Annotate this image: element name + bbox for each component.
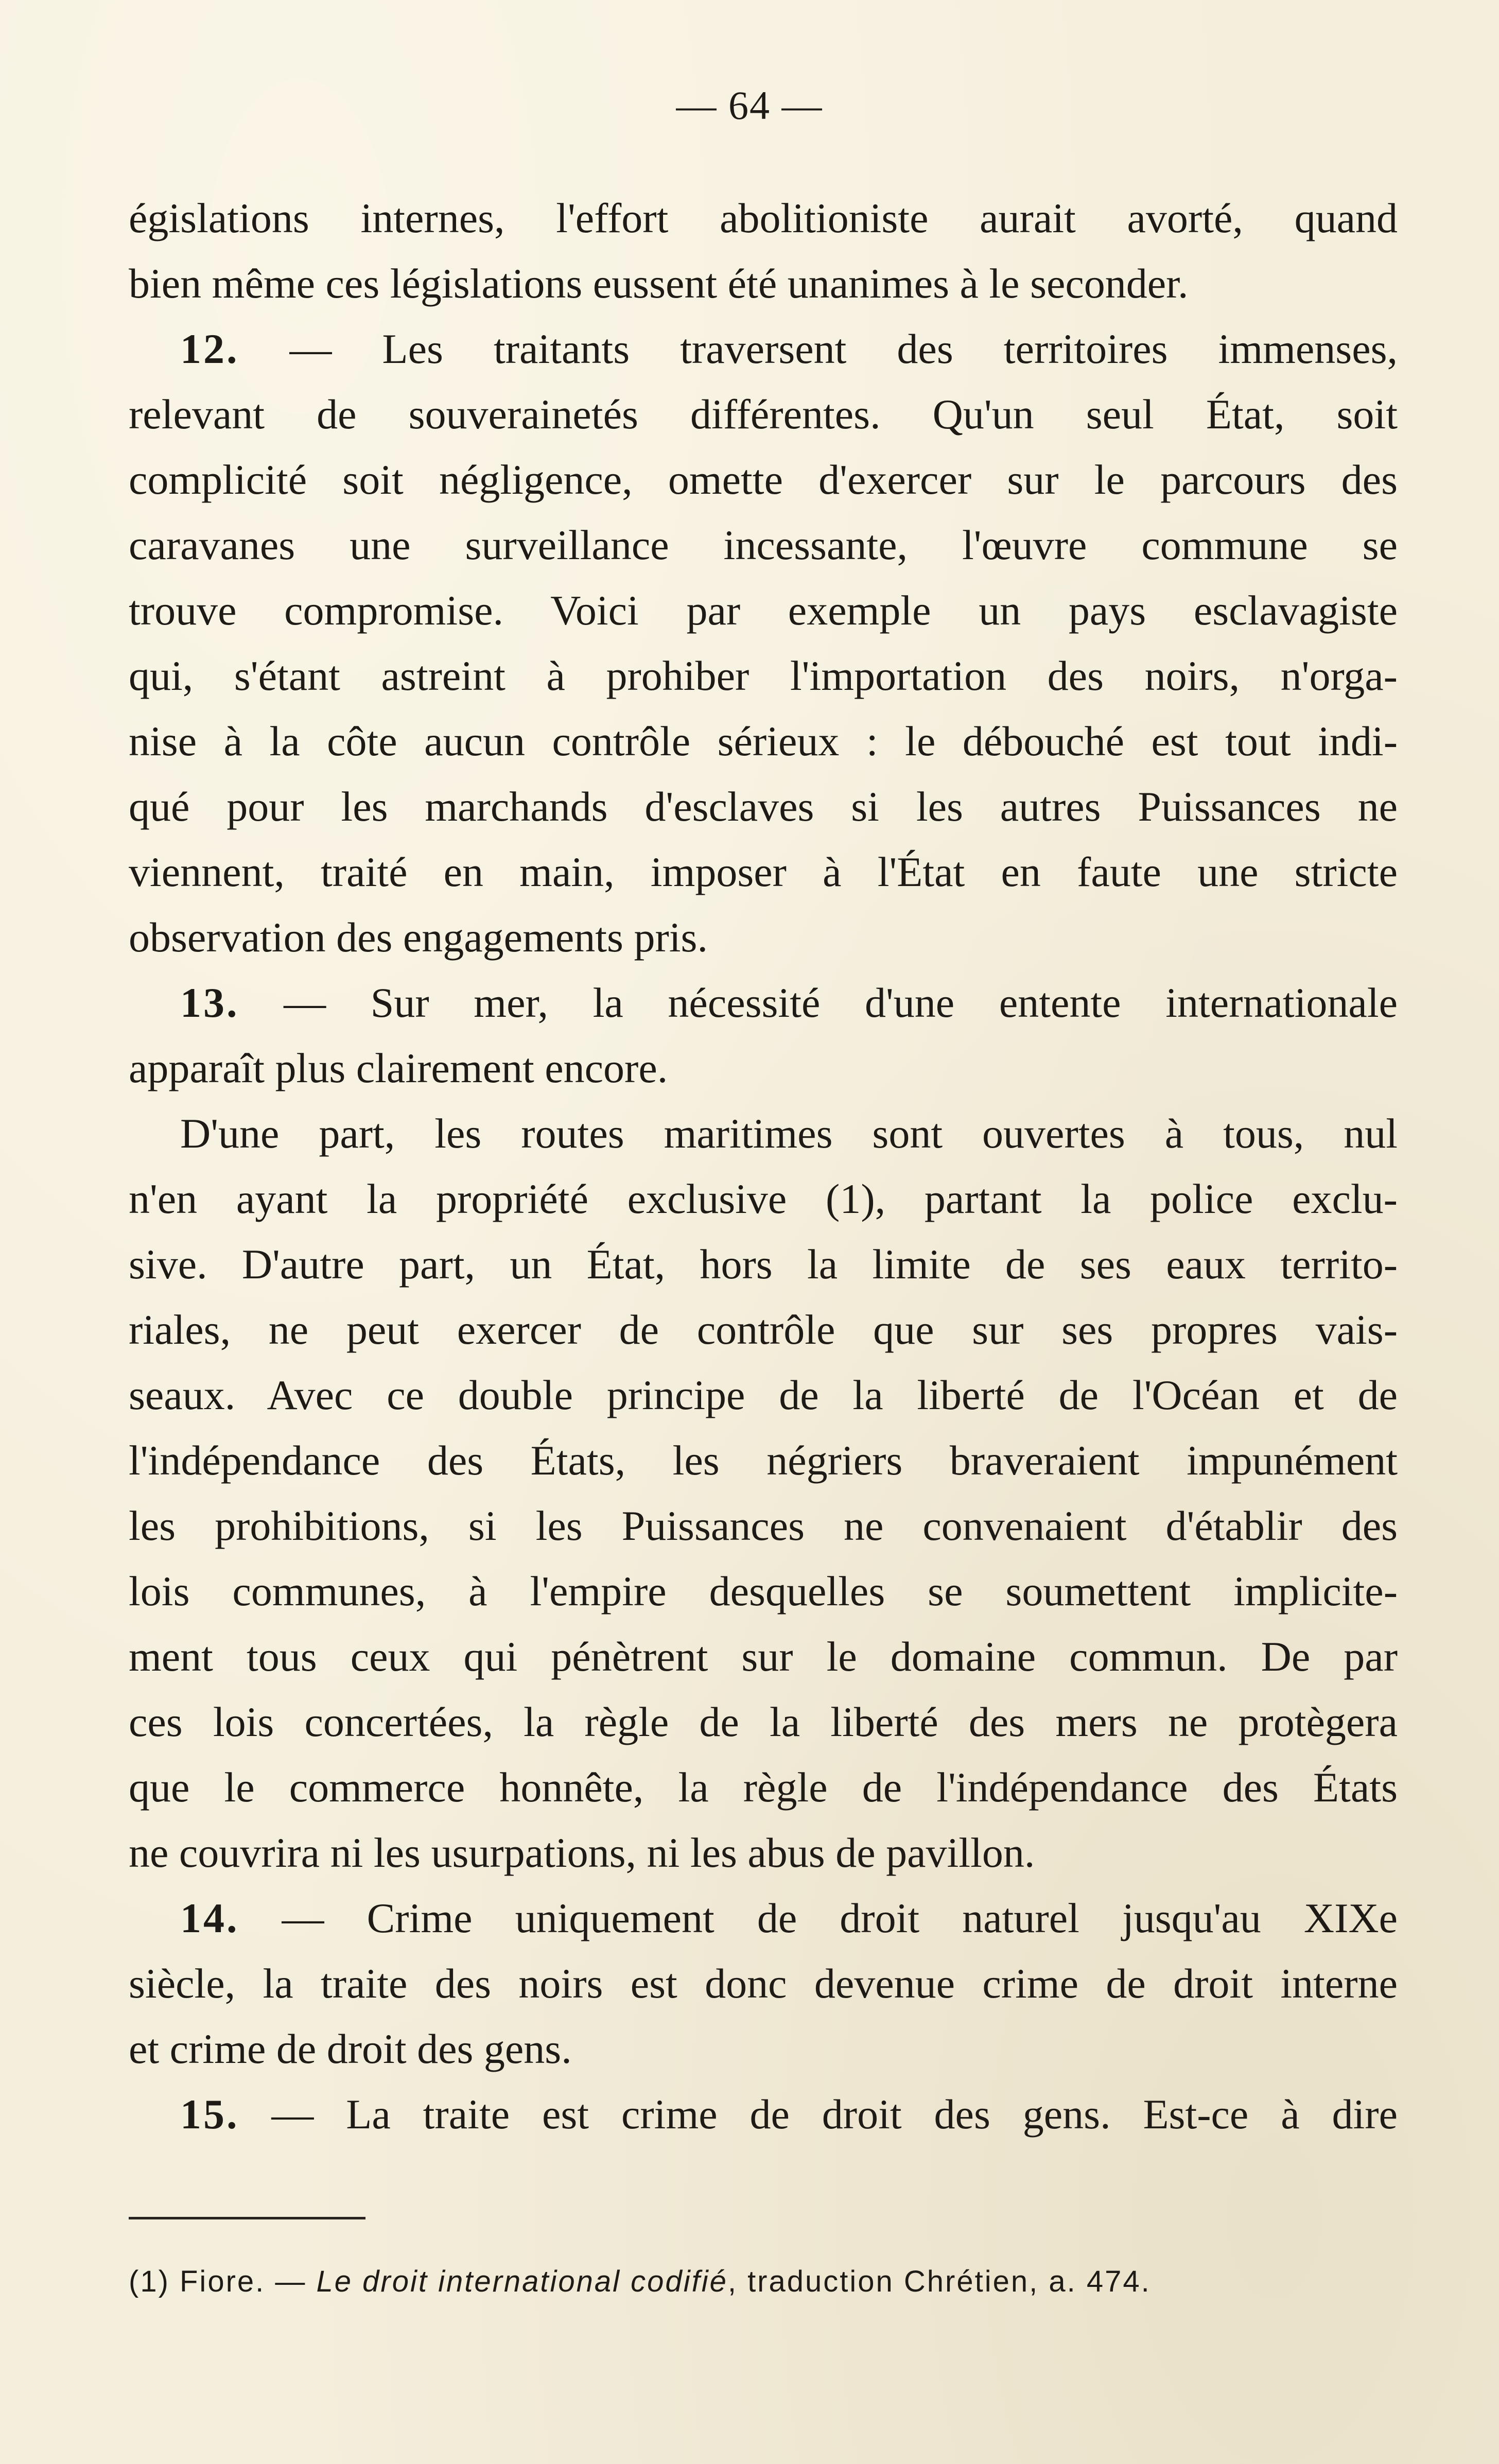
line-text: caravanes une surveillance incessante, l'œuvre commune se bbox=[129, 522, 1398, 568]
text-line bbox=[129, 905, 1398, 970]
text-line bbox=[129, 2016, 1398, 2081]
page-number: — 64 — bbox=[676, 83, 823, 128]
text-line bbox=[129, 1101, 1398, 1166]
text-line bbox=[129, 251, 1398, 316]
line-text: qué pour les marchands d'esclaves si les autres Puissances ne bbox=[129, 783, 1398, 830]
text-line bbox=[129, 578, 1398, 643]
line-text: D'une part, les routes maritimes sont ouvertes à tous, nul bbox=[180, 1110, 1398, 1157]
line-text: seaux. Avec ce double principe de la liberté de l'Océan et de bbox=[129, 1372, 1398, 1418]
line-text: — Sur mer, la nécessité d'une entente internationale bbox=[239, 979, 1398, 1026]
line-text: nise à la côte aucun contrôle sérieux : le débouché est tout indi- bbox=[129, 718, 1398, 765]
text-line bbox=[129, 839, 1398, 905]
text-line bbox=[129, 1166, 1398, 1231]
text-line bbox=[129, 1231, 1398, 1297]
text-line bbox=[129, 1558, 1398, 1624]
text-line bbox=[129, 185, 1398, 251]
line-text: complicité soit négligence, omette d'exercer sur le parcours des bbox=[129, 456, 1398, 503]
line-text: égislations internes, l'effort abolitioniste aurait avorté, quand bbox=[129, 195, 1398, 241]
text-line bbox=[129, 1885, 1398, 1951]
footnote-suffix: , traduction Chrétien, a. 474. bbox=[727, 2265, 1151, 2298]
text-line bbox=[129, 1624, 1398, 1689]
text-line bbox=[129, 1755, 1398, 1820]
text-line bbox=[129, 1362, 1398, 1428]
text-line bbox=[129, 316, 1398, 381]
line-text: trouve compromise. Voici par exemple un pays esclavagiste bbox=[129, 587, 1398, 634]
line-text: n'en ayant la propriété exclusive (1), partant la police exclu- bbox=[129, 1175, 1398, 1222]
footnote-title: Le droit international codifié bbox=[316, 2265, 728, 2298]
line-text: — Les traitants traversent des territoires immenses, bbox=[239, 325, 1398, 372]
line-text: apparaît plus clairement encore. bbox=[129, 1045, 668, 1091]
text-line bbox=[129, 1820, 1398, 1885]
text-line bbox=[129, 1951, 1398, 2016]
footnote bbox=[129, 2261, 1398, 2302]
line-text: ces lois concertées, la règle de la liberté des mers ne protègera bbox=[129, 1698, 1398, 1745]
text-line bbox=[129, 381, 1398, 447]
text-line bbox=[129, 1035, 1398, 1101]
line-text: — Crime uniquement de droit naturel jusqu'au XIXe bbox=[239, 1895, 1398, 1941]
line-text: les prohibitions, si les Puissances ne convenaient d'établir des bbox=[129, 1502, 1398, 1549]
footnote-divider bbox=[129, 2217, 365, 2219]
line-text: viennent, traité en main, imposer à l'État en faute une stricte bbox=[129, 848, 1398, 895]
line-text: lois communes, à l'empire desquelles se soumettent implicite- bbox=[129, 1568, 1398, 1615]
line-text: que le commerce honnête, la règle de l'indépendance des États bbox=[129, 1764, 1398, 1811]
footnote-prefix: (1) Fiore. — bbox=[129, 2265, 317, 2298]
paragraph-number: 12. bbox=[180, 325, 239, 372]
line-text: siècle, la traite des noirs est donc devenue crime de droit interne bbox=[129, 1960, 1398, 2007]
text-line bbox=[129, 1493, 1398, 1558]
body-text bbox=[129, 185, 1398, 2147]
text-line bbox=[129, 1297, 1398, 1362]
line-text: ment tous ceux qui pénètrent sur le domaine commun. De par bbox=[129, 1633, 1398, 1680]
paragraph-number: 13. bbox=[180, 979, 239, 1026]
line-text: ne couvrira ni les usurpations, ni les abus de pavillon. bbox=[129, 1829, 1035, 1876]
paragraph-number: 14. bbox=[180, 1895, 239, 1941]
text-line bbox=[129, 774, 1398, 839]
line-text: observation des engagements pris. bbox=[129, 914, 708, 961]
line-text: — La traite est crime de droit des gens. Est-ce à dire bbox=[239, 2091, 1398, 2138]
line-text: relevant de souverainetés différentes. Qu'un seul État, soit bbox=[129, 391, 1398, 438]
text-line bbox=[129, 708, 1398, 774]
line-text: et crime de droit des gens. bbox=[129, 2025, 572, 2072]
line-text: riales, ne peut exercer de contrôle que sur ses propres vais- bbox=[129, 1306, 1398, 1353]
line-text: bien même ces législations eussent été unanimes à le seconder. bbox=[129, 260, 1189, 307]
line-text: l'indépendance des États, les négriers braveraient impunément bbox=[129, 1437, 1398, 1484]
text-line bbox=[129, 2081, 1398, 2147]
text-line bbox=[129, 512, 1398, 578]
text-line bbox=[129, 1428, 1398, 1493]
text-line bbox=[129, 643, 1398, 708]
text-line bbox=[129, 970, 1398, 1035]
text-line bbox=[129, 447, 1398, 512]
text-line bbox=[129, 1689, 1398, 1755]
line-text: sive. D'autre part, un État, hors la limite de ses eaux territo- bbox=[129, 1241, 1398, 1288]
line-text: qui, s'étant astreint à prohiber l'importation des noirs, n'orga- bbox=[129, 652, 1398, 699]
paragraph-number: 15. bbox=[180, 2091, 239, 2138]
